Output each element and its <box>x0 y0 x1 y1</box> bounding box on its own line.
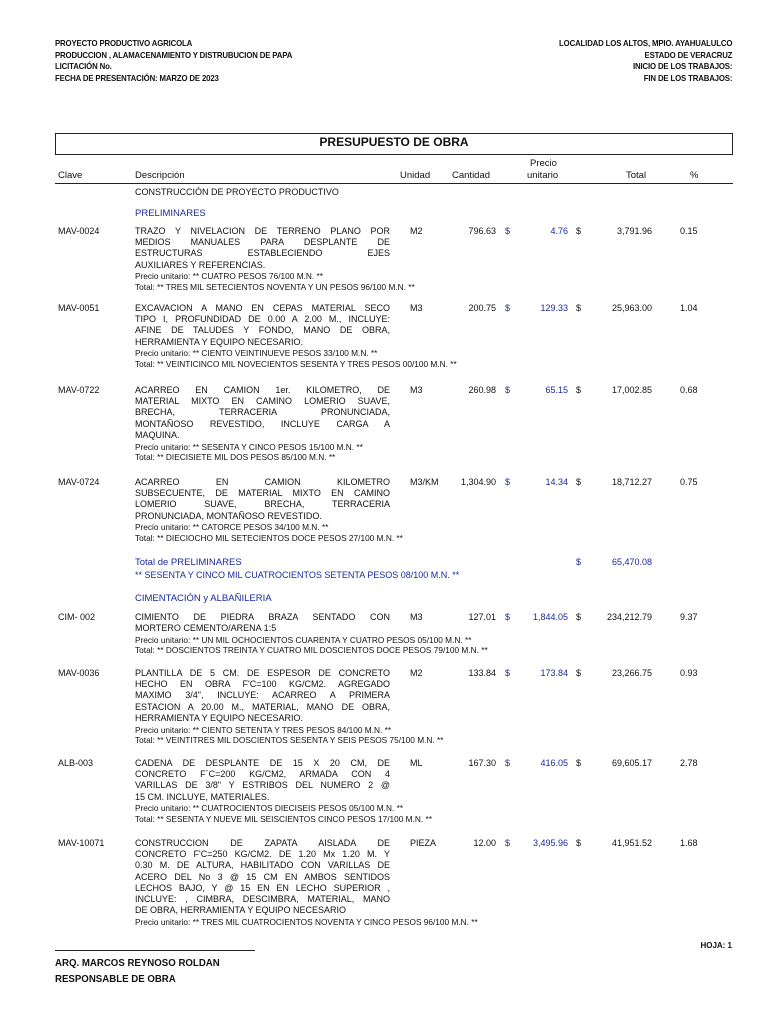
item-total: 23,266.75 <box>611 668 652 678</box>
section-total-words: ** SESENTA Y CINCO MIL CUATROCIENTOS SETENTA PESOS 08/100 M.N. ** <box>135 570 460 580</box>
item-pct: 0.68 <box>680 385 698 395</box>
item-precio-words: Precio unitario: ** CIENTO SETENTA Y TRES PESOS 84/100 M.N. ** <box>135 724 392 735</box>
item-pct: 9.37 <box>680 612 698 622</box>
item-unidad: PIEZA <box>410 838 437 848</box>
item-total-words: Total: ** DOSCIENTOS TREINTA Y CUATRO MIL DOSCIENTOS DOCE PESOS 79/100 M.N. ** <box>135 645 488 656</box>
item-total-currency: $ <box>576 385 582 395</box>
item-total-currency: $ <box>576 477 582 487</box>
item-precio: 14.34 <box>545 477 568 487</box>
item-precio: 3,495.96 <box>532 838 568 848</box>
item-clave: CIM- 002 <box>58 612 96 622</box>
item-pct: 1.04 <box>680 303 698 313</box>
item-clave: MAV-10071 <box>58 838 105 848</box>
item-description-line: CONSTRUCCION DE ZAPATA AISLADA DE <box>135 838 390 848</box>
item-unidad: M3/KM <box>410 477 439 487</box>
item-unidad: M2 <box>410 226 423 236</box>
item-precio: 173.84 <box>540 668 568 678</box>
item-unidad: M3 <box>410 612 423 622</box>
item-description-line: LECHOS BAJO, Y @ 15 EN EN LECHO SUPERIOR , <box>135 882 390 893</box>
item-pct: 0.93 <box>680 668 698 678</box>
item-clave: MAV-0722 <box>58 385 100 395</box>
item-cantidad: 1,304.90 <box>460 477 496 487</box>
project-subtitle: PRODUCCION , ALAMACENAMIENTO Y DISTRUBUCION DE PAPA <box>55 49 293 60</box>
item-precio-words: Precio unitario: ** UN MIL OCHOCIENTOS CUARENTA Y CUATRO PESOS 05/100 M.N. ** <box>135 634 472 645</box>
item-description-line: CADENA DE DESPLANTE DE 15 X 20 CM, DE <box>135 758 390 768</box>
item-total: 18,712.27 <box>611 477 652 487</box>
col-descripcion: Descripción <box>135 170 185 181</box>
item-total: 69,605.17 <box>611 758 652 768</box>
item-description <box>135 303 390 348</box>
item-description-line: AUXILIARES Y REFERENCIAS. <box>135 259 266 270</box>
item-description-line: AFINE DE TALUDES Y FONDO, MANO DE OBRA, <box>135 325 390 336</box>
item-description-line: PLANTILLA DE 5 CM. DE ESPESOR DE CONCRETO <box>135 668 390 678</box>
item-description-line: HECHO EN OBRA F'C=100 KG/CM2. AGREGADO <box>135 679 390 690</box>
item-description <box>135 226 390 271</box>
item-precio-words: Precio unitario: ** TRES MIL CUATROCIENTOS NOVENTA Y CINCO PESOS 96/100 M.N. ** <box>135 916 478 927</box>
item-precio-currency: $ <box>505 385 511 395</box>
col-unitario: unitario <box>527 170 559 181</box>
item-description-line: TRAZO Y NIVELACION DE TERRENO PLANO POR <box>135 226 390 236</box>
item-description-line: ESTACION A 20.00 M., MATERIAL, MANO DE OBRA, <box>135 701 390 712</box>
item-precio-currency: $ <box>505 668 511 678</box>
fecha-presentacion: FECHA DE PRESENTACIÓN: MARZO DE 2023 <box>55 72 219 83</box>
item-description <box>135 838 390 916</box>
item-cantidad: 167.30 <box>468 758 496 768</box>
item-description-line: TIPO I, PROFUNDIDAD DE 0.00 A 2.00 M., INCLUYE: <box>135 314 390 325</box>
item-precio: 4.76 <box>550 226 568 236</box>
estado: ESTADO DE VERACRUZ <box>644 49 732 60</box>
item-cantidad: 12.00 <box>473 838 496 848</box>
header-divider <box>55 183 733 184</box>
item-description-line: CIMIENTO DE PIEDRA BRAZA SENTADO CON <box>135 612 390 622</box>
col-precio: Precio <box>530 158 557 169</box>
page-title: PRESUPUESTO DE OBRA <box>319 135 469 149</box>
item-precio: 129.33 <box>540 303 568 313</box>
item-total-currency: $ <box>576 838 582 848</box>
item-clave: MAV-0036 <box>58 668 100 678</box>
section-preliminares: PRELIMINARES <box>135 208 206 219</box>
item-description-line: DE OBRA, HERRAMIENTA Y EQUIPO NECESARIO <box>135 905 347 916</box>
item-total: 25,963.00 <box>611 303 652 313</box>
item-precio-currency: $ <box>505 477 511 487</box>
item-precio-words: Precio unitario: ** CUATRO PESOS 76/100 M.N. ** <box>135 271 323 282</box>
item-unidad: ML <box>410 758 423 768</box>
item-clave: ALB-003 <box>58 758 94 768</box>
section-total-value: 65,470.08 <box>611 557 652 567</box>
item-description-line: PRONUNCIADA, MONTAÑOSO REVESTIDO. <box>135 510 322 521</box>
item-pct: 2.78 <box>680 758 698 768</box>
project-line: CONSTRUCCIÓN DE PROYECTO PRODUCTIVO <box>135 187 339 197</box>
header-right <box>559 38 732 84</box>
item-total-currency: $ <box>576 668 582 678</box>
header-left <box>55 38 292 84</box>
item-total-currency: $ <box>576 758 582 768</box>
item-description-line: ACARREO EN CAMION KILOMETRO <box>135 477 390 487</box>
item-description-line: MATERIAL MIXTO EN CAMINO LOMERIO SUAVE, <box>135 396 390 407</box>
item-unidad: M3 <box>410 385 423 395</box>
item-description-line: MORTERO CEMENTO/ARENA 1:5 <box>135 623 277 634</box>
item-unidad: M2 <box>410 668 423 678</box>
item-cantidad: 133.84 <box>468 668 496 678</box>
item-precio-currency: $ <box>505 226 511 236</box>
fin-trabajos: FIN DE LOS TRABAJOS: <box>643 72 732 83</box>
page-number: HOJA: 1 <box>700 941 732 950</box>
item-clave: MAV-0724 <box>58 477 100 487</box>
item-description <box>135 668 390 724</box>
item-total: 234,212.79 <box>606 612 652 622</box>
licitacion: LICITACIÓN No. <box>55 61 112 72</box>
item-cantidad: 796.63 <box>468 226 496 236</box>
responsable-role: RESPONSABLE DE OBRA <box>55 973 176 985</box>
item-precio-words: Precio unitario: ** CIENTO VEINTINUEVE PESOS 33/100 M.N. ** <box>135 348 378 359</box>
item-description-line: 0.30 M. DE ALTURA, HABILITADO CON VARILLAS DE <box>135 860 390 871</box>
item-total-words: Total: ** VEINTICINCO MIL NOVECIENTOS SESENTA Y TRES PESOS 00/100 M.N. ** <box>135 358 457 369</box>
item-description <box>135 758 390 803</box>
item-pct: 0.15 <box>680 226 698 236</box>
item-precio-currency: $ <box>505 758 511 768</box>
item-description-line: SUBSECUENTE, DE MATERIAL MIXTO EN CAMINO <box>135 488 390 499</box>
item-description-line: MEDIOS MANUALES PARA DESPLANTE DE <box>135 237 390 248</box>
item-description <box>135 477 390 522</box>
item-precio: 65.15 <box>545 385 568 395</box>
item-description-line: MONTAÑOSO REVESTIDO, INCLUYE CARGA A <box>135 418 390 429</box>
item-total: 41,951.52 <box>611 838 652 848</box>
responsable-name: ARQ. MARCOS REYNOSO ROLDAN <box>55 957 220 969</box>
section-cimentacion: CIMENTACIÓN y ALBAÑILERIA <box>135 593 272 604</box>
project-name: PROYECTO PRODUCTIVO AGRICOLA <box>55 38 193 48</box>
item-total-words: Total: ** VEINTITRES MIL DOSCIENTOS SESENTA Y SEIS PESOS 75/100 M.N. ** <box>135 734 444 745</box>
item-description-line: INCLUYE: , CIMBRA, DESCIMBRA, MATERIAL, MANO <box>135 894 390 905</box>
item-cantidad: 200.75 <box>468 303 496 313</box>
inicio-trabajos: INICIO DE LOS TRABAJOS: <box>632 61 732 72</box>
section-total-currency: $ <box>576 557 582 567</box>
localidad: LOCALIDAD LOS ALTOS, MPIO. AYAHUALULCO <box>558 38 732 48</box>
signature-line <box>55 950 255 951</box>
item-total: 3,791.96 <box>616 226 652 236</box>
item-description-line: BRECHA, TERRACERIA PRONUNCIADA, <box>135 407 390 418</box>
item-total-words: Total: ** TRES MIL SETECIENTOS NOVENTA Y UN PESOS 96/100 M.N. ** <box>135 281 415 292</box>
item-description-line: HERRAMIENTA Y EQUIPO NECESARIO. <box>135 712 304 723</box>
item-description <box>135 612 390 634</box>
item-precio-words: Precio unitario: ** CUATROCIENTOS DIECISEIS PESOS 05/100 M.N. ** <box>135 803 404 814</box>
item-total-words: Total: ** DIECIOCHO MIL SETECIENTOS DOCE PESOS 27/100 M.N. ** <box>135 532 403 543</box>
item-clave: MAV-0051 <box>58 303 100 313</box>
item-precio: 1,844.05 <box>532 612 568 622</box>
item-precio-currency: $ <box>505 838 511 848</box>
item-total-words: Total: ** SESENTA Y NUEVE MIL SEISCIENTOS CINCO PESOS 17/100 M.N. ** <box>135 813 432 824</box>
col-clave: Clave <box>58 170 83 181</box>
item-description-line: ACERO DEL No 3 @ 15 CM EN AMBOS SENTIDOS <box>135 871 390 882</box>
item-precio-words: Precio unitario: ** CATORCE PESOS 34/100 M.N. ** <box>135 522 329 533</box>
item-description-line: MAQUINA. <box>135 429 180 440</box>
item-description-line: ESTRUCTURAS ESTABLECIENDO EJES <box>135 248 390 259</box>
item-pct: 0.75 <box>680 477 698 487</box>
item-precio-currency: $ <box>505 303 511 313</box>
col-cantidad: Cantidad <box>452 170 491 181</box>
item-description-line: EXCAVACION A MANO EN CEPAS MATERIAL SECO <box>135 303 390 313</box>
item-description-line: HERRAMIENTA Y EQUIPO NECESARIO. <box>135 336 304 347</box>
item-description-line: VARILLAS DE 3/8" Y ESTRIBOS DEL NUMERO 2 @ <box>135 780 390 791</box>
item-description-line: 15 CM. INCLUYE, MATERIALES. <box>135 791 270 802</box>
col-pct: % <box>690 170 699 181</box>
col-total: Total <box>626 170 647 181</box>
item-description <box>135 385 390 441</box>
item-description-line: ACARREO EN CAMION 1er. KILOMETRO, DE <box>135 385 390 395</box>
item-precio-currency: $ <box>505 612 511 622</box>
item-unidad: M3 <box>410 303 423 313</box>
item-clave: MAV-0024 <box>58 226 100 236</box>
item-total-currency: $ <box>576 226 582 236</box>
item-precio: 416.05 <box>540 758 568 768</box>
col-unidad: Unidad <box>400 170 431 181</box>
item-cantidad: 260.98 <box>468 385 496 395</box>
item-description-line: MAXIMO 3/4", INCLUYE: ACARREO A PRIMERA <box>135 690 390 701</box>
item-cantidad: 127.01 <box>468 612 496 622</box>
item-total-currency: $ <box>576 612 582 622</box>
item-description-line: CONCRETO F´C=200 KG/CM2, ARMADA CON 4 <box>135 769 390 780</box>
item-precio-words: Precio unitario: ** SESENTA Y CINCO PESOS 15/100 M.N. ** <box>135 441 363 452</box>
item-description-line: CONCRETO F'C=250 KG/CM2. DE 1.20 Mx 1.20 M. Y <box>135 849 390 860</box>
item-total: 17,002.85 <box>611 385 652 395</box>
section-total-label: Total de PRELIMINARES <box>135 557 242 568</box>
item-total-currency: $ <box>576 303 582 313</box>
item-total-words: Total: ** DIECISIETE MIL DOS PESOS 85/100 M.N. ** <box>135 451 336 462</box>
item-description-line: LOMERIO SUAVE, BRECHA, TERRACERIA <box>135 499 390 510</box>
item-pct: 1.68 <box>680 838 698 848</box>
